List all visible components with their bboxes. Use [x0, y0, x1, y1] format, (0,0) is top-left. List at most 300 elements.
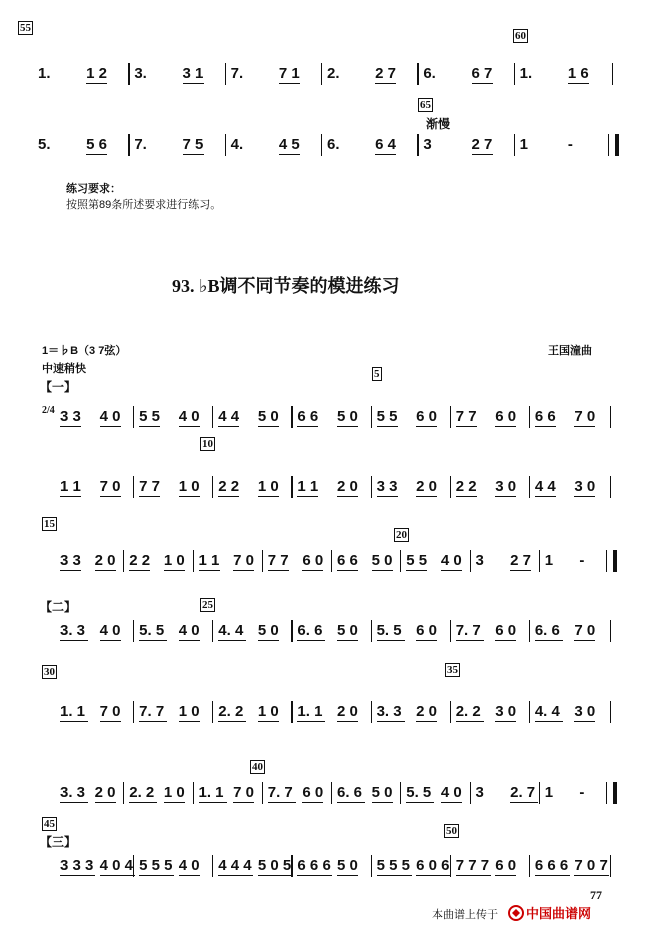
staff-line — [0, 857, 649, 879]
note-group: 1. 1 — [297, 703, 323, 720]
beam-line — [164, 802, 185, 803]
beam-line — [100, 640, 121, 641]
beam-line — [574, 496, 595, 497]
beam-line — [456, 721, 484, 722]
staff-line — [0, 405, 649, 430]
beam-line — [297, 426, 318, 427]
barline — [371, 406, 372, 428]
note-group: 6 0 — [416, 622, 437, 639]
barline — [400, 782, 401, 804]
note-group: 7 0 — [233, 784, 254, 801]
beam-line — [60, 802, 88, 803]
barline — [371, 701, 372, 723]
beam-line — [416, 426, 437, 427]
staff-line — [0, 784, 649, 806]
measure-number: 50 — [446, 825, 457, 837]
note-group: 5 0 — [371, 784, 393, 801]
beam-line — [60, 721, 88, 722]
beam-line — [139, 496, 160, 497]
barline — [128, 134, 129, 156]
beam-line — [233, 570, 254, 571]
note-group: 5 0 — [337, 408, 358, 425]
note-group: 6 6 — [297, 408, 319, 425]
beam-line — [258, 426, 279, 427]
beam-line — [258, 721, 279, 722]
note-group: 2 0 — [94, 552, 116, 569]
barline — [610, 406, 611, 428]
beam-line — [510, 570, 531, 571]
note-group: 5 0 — [371, 552, 393, 569]
beam-line — [406, 802, 434, 803]
barline — [612, 63, 613, 85]
beam-line — [416, 640, 437, 641]
note-group: 1 2 — [86, 65, 108, 82]
beam-line — [574, 721, 595, 722]
barline — [450, 620, 451, 642]
barline — [529, 406, 530, 428]
note-group: 2 2 — [455, 478, 477, 495]
note-group: 3 3 — [376, 478, 398, 495]
note-group: 5 5 — [139, 408, 160, 425]
beam-line — [456, 875, 491, 876]
barline — [417, 134, 418, 156]
note-group: 2. 2 — [129, 784, 155, 801]
beam-line — [441, 802, 462, 803]
beam-line — [377, 721, 405, 722]
note-group: 7. 7 — [267, 784, 293, 801]
beam-line — [406, 570, 427, 571]
beam-line — [258, 640, 279, 641]
note-group: 6 6 6 — [534, 857, 569, 874]
note-group: 6 6 — [534, 408, 556, 425]
note-group: 4 0 4 — [99, 857, 133, 874]
barline — [529, 476, 530, 498]
beam-line — [139, 640, 167, 641]
beam-line — [279, 154, 300, 155]
barline — [212, 701, 213, 723]
note-group: 4 4 — [218, 408, 240, 425]
barline — [291, 406, 292, 428]
final-barline — [606, 550, 617, 572]
beam-line — [574, 875, 609, 876]
barline — [123, 782, 124, 804]
note-group: 7 0 — [233, 552, 254, 569]
barline — [417, 63, 418, 85]
note-group: 6 0 — [495, 408, 517, 425]
note-group: 4 0 — [99, 622, 121, 639]
note-group: 3. — [134, 65, 147, 82]
barline — [212, 620, 213, 642]
beam-line — [377, 496, 398, 497]
barline — [193, 550, 194, 572]
beam-line — [441, 570, 462, 571]
barline — [133, 406, 134, 428]
note-group: 5. 5 — [139, 622, 165, 639]
beam-line — [86, 83, 107, 84]
beam-line — [337, 802, 365, 803]
beam-line — [258, 496, 279, 497]
note-group: 4 5 — [278, 136, 300, 153]
note-group: 1 0 — [178, 478, 200, 495]
beam-line — [535, 496, 556, 497]
beam-line — [297, 496, 318, 497]
barline — [225, 134, 226, 156]
note-group: 7 7 — [455, 408, 477, 425]
barline — [291, 620, 292, 642]
note-group: 6 4 — [375, 136, 397, 153]
barline — [529, 701, 530, 723]
note-group: 7. 7 — [139, 703, 165, 720]
barline — [450, 406, 451, 428]
beam-line — [60, 426, 81, 427]
note-group: 6 6 — [337, 552, 358, 569]
note-group: - — [579, 552, 585, 569]
note-group: 3 3 3 — [60, 857, 94, 874]
beam-line — [179, 496, 200, 497]
beam-line — [574, 640, 595, 641]
beam-line — [337, 570, 358, 571]
note-group: 6 7 — [471, 65, 493, 82]
note-group: 1 1 — [60, 478, 81, 495]
beam-line — [337, 721, 358, 722]
note-group: 3 0 — [495, 703, 517, 720]
note-group: 1 0 — [257, 703, 279, 720]
logo-icon — [508, 905, 524, 921]
staff-line — [0, 622, 649, 644]
note-group: 3 0 — [495, 478, 517, 495]
barline — [450, 476, 451, 498]
beam-line — [535, 640, 563, 641]
note-group: 2 0 — [337, 703, 358, 720]
piece-title: 93. ♭B调不同节奏的模进练习 — [172, 276, 400, 296]
time-signature: 2/4 — [42, 405, 55, 416]
note-group: 7 7 7 — [455, 857, 490, 874]
beam-line — [183, 154, 204, 155]
beam-line — [456, 426, 477, 427]
note-group: 1. 1 — [198, 784, 224, 801]
barline — [331, 550, 332, 572]
note-group: 7. — [134, 136, 147, 153]
measure-number: 20 — [396, 529, 407, 541]
beam-line — [279, 83, 300, 84]
measure-number: 5 — [374, 368, 380, 380]
composer: 王国潼曲 — [548, 345, 592, 357]
barline — [514, 134, 515, 156]
note-group: 3. 3 — [376, 703, 402, 720]
note-group: 1 6 — [567, 65, 589, 82]
beam-line — [179, 721, 200, 722]
beam-line — [472, 154, 493, 155]
beam-line — [337, 640, 358, 641]
note-group: 4. — [230, 136, 244, 153]
beam-line — [218, 640, 246, 641]
barline — [225, 63, 226, 85]
note-group: 7 0 — [99, 703, 121, 720]
note-group: 4 0 — [178, 408, 200, 425]
exercise-heading: 练习要求： — [66, 183, 121, 195]
beam-line — [100, 496, 121, 497]
beam-line — [129, 570, 150, 571]
note-group: 7. — [230, 65, 244, 82]
beam-line — [139, 426, 160, 427]
note-group: 3 0 — [574, 478, 596, 495]
note-group: 2 7 — [510, 552, 531, 569]
barline — [291, 701, 292, 723]
barline — [529, 855, 530, 877]
beam-line — [258, 875, 293, 876]
note-group: 2. 2 — [218, 703, 244, 720]
note-group: 6. 6 — [534, 622, 560, 639]
beam-line — [495, 496, 516, 497]
note-group: 6 0 — [495, 857, 517, 874]
barline — [450, 855, 451, 877]
note-group: 7 1 — [278, 65, 300, 82]
beam-line — [218, 875, 253, 876]
beam-line — [472, 83, 493, 84]
section-label: 【一】 — [40, 380, 77, 394]
measure-number: 10 — [202, 438, 213, 450]
note-group: 7 0 — [574, 622, 596, 639]
barline — [371, 855, 372, 877]
note-group: 2. 7 — [510, 784, 536, 801]
beam-line — [218, 426, 239, 427]
note-group: 2 7 — [471, 136, 493, 153]
barline — [128, 63, 129, 85]
top-staff-2 — [0, 136, 649, 158]
note-group: 5. 5 — [406, 784, 432, 801]
beam-line — [60, 496, 81, 497]
page-number: 77 — [590, 888, 602, 902]
note-group: 7 5 — [182, 136, 204, 153]
beam-line — [375, 83, 396, 84]
note-group: 5. 5 — [376, 622, 402, 639]
note-group: 3 — [423, 136, 432, 153]
note-group: 5 0 — [257, 622, 279, 639]
barline — [212, 855, 213, 877]
note-group: 1 0 — [178, 703, 200, 720]
beam-line — [183, 83, 204, 84]
beam-line — [535, 426, 556, 427]
note-group: 4 0 — [178, 622, 200, 639]
note-group: 2 7 — [375, 65, 397, 82]
site-logo[interactable] — [508, 903, 591, 922]
measure-number: 45 — [44, 818, 55, 830]
measure-number: 15 — [44, 518, 55, 530]
note-group: 4 4 4 — [218, 857, 252, 874]
note-group: 1. — [519, 65, 533, 82]
beam-line — [297, 875, 332, 876]
barline — [529, 620, 530, 642]
note-group: 3. 3 — [60, 622, 86, 639]
beam-line — [233, 802, 254, 803]
note-group: 5 0 — [257, 408, 279, 425]
barline — [212, 476, 213, 498]
note-group: 7. 7 — [455, 622, 481, 639]
barline — [262, 782, 263, 804]
note-group: 2. 2 — [455, 703, 481, 720]
measure-number: 30 — [44, 666, 55, 678]
note-group: 4 0 — [440, 784, 462, 801]
barline — [321, 134, 322, 156]
exercise-text: 按照第89条所述要求进行练习。 — [66, 199, 222, 211]
tempo-marking: 中速稍快 — [42, 363, 86, 375]
beam-line — [375, 154, 396, 155]
note-group: 6 0 — [495, 622, 517, 639]
beam-line — [139, 721, 167, 722]
beam-line — [268, 802, 296, 803]
note-group: 3 3 — [60, 408, 81, 425]
barline — [291, 855, 292, 877]
site-name: 中国曲谱网 — [526, 906, 592, 921]
beam-line — [337, 496, 358, 497]
beam-line — [337, 875, 358, 876]
note-group: 4 0 — [99, 408, 121, 425]
note-group: 3 1 — [182, 65, 204, 82]
measure-number: 40 — [252, 761, 263, 773]
staff-line — [0, 703, 649, 725]
note-group: 6. — [423, 65, 436, 82]
note-group: 4 4 — [534, 478, 556, 495]
tempo-change: 渐慢 — [426, 117, 451, 131]
note-group: 6. — [327, 136, 340, 153]
note-group: 5. — [38, 136, 51, 153]
beam-line — [495, 640, 516, 641]
beam-line — [100, 721, 121, 722]
beam-line — [372, 802, 393, 803]
note-group: 5 5 — [376, 408, 398, 425]
note-group: 7 0 7 — [574, 857, 608, 874]
beam-line — [60, 875, 95, 876]
beam-line — [297, 721, 325, 722]
beam-line — [495, 721, 516, 722]
beam-line — [139, 875, 174, 876]
upload-text: 本曲谱上传于 — [432, 909, 498, 921]
note-group: 1 0 — [257, 478, 279, 495]
beam-line — [337, 426, 358, 427]
barline — [133, 620, 134, 642]
note-group: 1 — [519, 136, 528, 153]
barline — [212, 406, 213, 428]
note-group: 1 1 — [198, 552, 220, 569]
beam-line — [510, 802, 538, 803]
note-group: 3 — [475, 784, 484, 801]
barline — [133, 701, 134, 723]
note-group: 6 0 6 — [416, 857, 450, 874]
barline — [610, 620, 611, 642]
note-group: 3. 3 — [60, 784, 86, 801]
barline — [133, 476, 134, 498]
staff-line — [0, 552, 649, 574]
barline — [321, 63, 322, 85]
barline — [262, 550, 263, 572]
note-group: 5 6 — [86, 136, 108, 153]
note-group: 6. 6 — [297, 622, 323, 639]
beam-line — [416, 875, 451, 876]
barline — [539, 782, 540, 804]
note-group: 7 7 — [267, 552, 289, 569]
beam-line — [568, 83, 589, 84]
beam-line — [100, 875, 135, 876]
beam-line — [495, 875, 516, 876]
beam-line — [535, 721, 563, 722]
barline — [539, 550, 540, 572]
beam-line — [100, 426, 121, 427]
measure-number: 25 — [202, 599, 213, 611]
note-group: 6. 6 — [337, 784, 363, 801]
beam-line — [86, 154, 107, 155]
note-group: 2 0 — [94, 784, 116, 801]
beam-line — [164, 570, 185, 571]
note-group: 5 0 — [337, 857, 358, 874]
note-group: - — [567, 136, 573, 153]
note-group: 4. 4 — [218, 622, 244, 639]
note-group: 2 0 — [337, 478, 358, 495]
barline — [331, 782, 332, 804]
beam-line — [574, 426, 595, 427]
beam-line — [297, 640, 325, 641]
note-group: 7 7 — [139, 478, 160, 495]
barline — [371, 476, 372, 498]
note-group: 5 0 — [337, 622, 358, 639]
staff-line — [0, 478, 649, 500]
beam-line — [535, 875, 570, 876]
beam-line — [60, 570, 81, 571]
beam-line — [372, 570, 393, 571]
barline — [470, 782, 471, 804]
note-group: 5 5 5 — [376, 857, 410, 874]
key-signature: 1＝♭B（3 7弦） — [42, 345, 127, 357]
beam-line — [456, 640, 484, 641]
note-group: 3 — [475, 552, 484, 569]
barline — [514, 63, 515, 85]
note-group: 4. 4 — [534, 703, 560, 720]
barline — [450, 701, 451, 723]
beam-line — [60, 640, 88, 641]
beam-line — [302, 802, 323, 803]
note-group: 7 0 — [99, 478, 121, 495]
beam-line — [129, 802, 157, 803]
beam-line — [456, 496, 477, 497]
note-group: 1. — [38, 65, 51, 82]
beam-line — [377, 426, 398, 427]
measure-number: 65 — [420, 99, 431, 111]
beam-line — [218, 721, 246, 722]
measure-number: 55 — [20, 22, 31, 34]
note-group: 5 0 5 — [257, 857, 292, 874]
beam-line — [416, 721, 437, 722]
beam-line — [416, 496, 437, 497]
barline — [193, 782, 194, 804]
measure-number: 35 — [447, 664, 458, 676]
barline — [133, 855, 134, 877]
beam-line — [179, 875, 200, 876]
beam-line — [95, 802, 116, 803]
note-group: 3 0 — [574, 703, 596, 720]
note-group: 4 0 — [178, 857, 200, 874]
note-group: 6 0 — [302, 784, 324, 801]
note-group: 2 2 — [218, 478, 240, 495]
beam-line — [218, 496, 239, 497]
barline — [610, 476, 611, 498]
note-group: 1 0 — [163, 784, 185, 801]
note-group: 3 3 — [60, 552, 81, 569]
note-group: 6 0 — [302, 552, 324, 569]
note-group: - — [579, 784, 585, 801]
note-group: 5 5 5 — [139, 857, 173, 874]
note-group: 7 0 — [574, 408, 596, 425]
note-group: 4 0 — [440, 552, 462, 569]
note-group: 1. 1 — [60, 703, 86, 720]
